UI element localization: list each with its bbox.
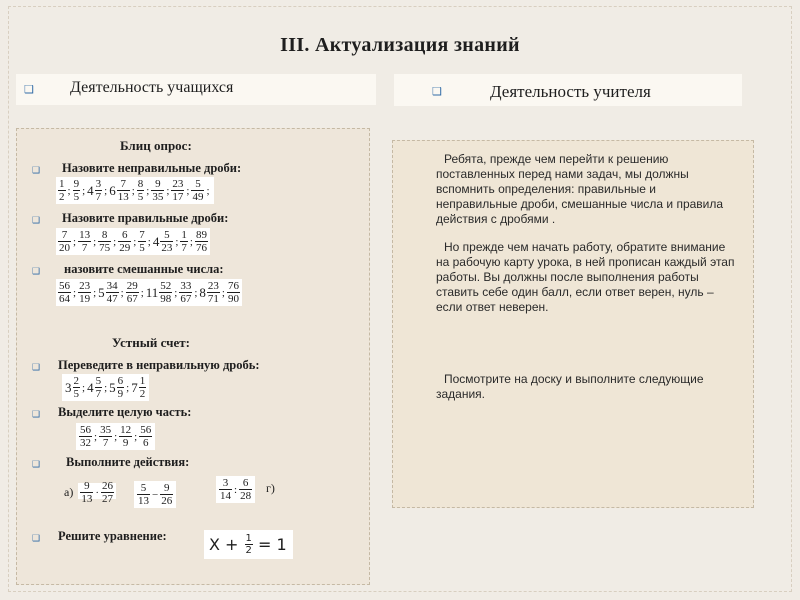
- separator: ;: [186, 184, 190, 197]
- fraction-row-mixed: [56, 279, 242, 306]
- fraction: [145, 280, 180, 305]
- separator: ;: [174, 286, 178, 299]
- operation-a-label: а): [64, 485, 74, 499]
- fraction-numerator: 3: [219, 477, 232, 490]
- fraction-denominator: 7: [95, 191, 102, 203]
- bullet-icon: ❑: [32, 409, 41, 419]
- fraction: [98, 280, 126, 305]
- bullet-icon: ❑: [32, 362, 41, 372]
- fraction-numerator: 3: [95, 178, 102, 190]
- fraction-denominator: 67: [126, 293, 138, 305]
- fraction-denominator: 7: [181, 242, 187, 254]
- fraction: [65, 375, 87, 400]
- fraction-row-improper: [56, 177, 214, 204]
- operation-g-label: г): [266, 481, 275, 495]
- fraction-numerator: 56: [59, 280, 70, 292]
- fraction: [109, 375, 131, 400]
- fraction: [137, 178, 152, 203]
- separator: ;: [113, 235, 117, 248]
- separator: ;: [189, 235, 193, 248]
- students-header: [16, 74, 376, 105]
- fraction-denominator: 14: [220, 490, 231, 502]
- fraction-denominator: 75: [99, 242, 111, 254]
- fraction-numerator: 52: [160, 280, 172, 292]
- fraction: [101, 480, 114, 505]
- separator: ;: [82, 381, 86, 394]
- fraction-denominator: 27: [102, 493, 113, 505]
- separator: ;: [94, 430, 98, 443]
- fraction-numerator: 23: [79, 280, 91, 292]
- fraction-numerator: 5: [137, 482, 150, 495]
- fraction: [58, 178, 73, 203]
- fraction-denominator: 32: [80, 437, 91, 449]
- question-mixed: назовите смешанные числа:: [64, 262, 224, 276]
- fraction-numerator: 6: [118, 229, 131, 242]
- fraction-denominator: 64: [59, 293, 70, 305]
- fraction: [87, 178, 109, 203]
- fraction-numerator: 7: [117, 178, 130, 191]
- separator: ·: [95, 486, 99, 499]
- operation-a-expression: [78, 480, 116, 505]
- separator: ;: [73, 235, 77, 248]
- fraction: [58, 229, 78, 254]
- fraction-denominator: 13: [81, 493, 93, 505]
- separator: ;: [82, 184, 86, 197]
- fraction: [152, 229, 181, 254]
- fraction-whole: 4: [87, 182, 94, 198]
- fraction-whole: 11: [145, 284, 159, 300]
- separator: ;: [104, 184, 108, 197]
- students-header-label: Деятельность учащихся: [70, 79, 234, 96]
- fraction-denominator: 2: [139, 388, 146, 400]
- operation-a: [62, 480, 116, 505]
- fraction-numerator: 29: [126, 280, 138, 292]
- fraction-denominator: 9: [122, 437, 129, 449]
- fraction-denominator: 28: [240, 490, 252, 502]
- fraction: [171, 178, 191, 203]
- teacher-paragraph-2: Но прежде чем начать работу, обратите внимание на рабочую карту урока, в ней прописан каждый этап работы. Вы должны после выполнения работы ставить себе один балл, если ответ верен, нуль – если ответ неверен.: [436, 240, 735, 314]
- fraction-whole: 5: [109, 379, 116, 395]
- fraction: [239, 477, 252, 502]
- fraction-denominator: 20: [59, 242, 70, 254]
- separator: ;: [120, 286, 124, 299]
- fraction-denominator: 98: [160, 293, 172, 305]
- fraction-denominator: 35: [152, 191, 164, 203]
- fraction-numerator: 12: [120, 424, 132, 436]
- question-operations: Выполните действия:: [66, 455, 190, 469]
- question-equation: Решите уравнение:: [58, 529, 167, 543]
- fraction-denominator: 29: [119, 242, 131, 254]
- fraction-numerator: 13: [79, 229, 91, 241]
- fraction: [79, 424, 99, 449]
- teacher-header: [394, 74, 742, 106]
- fraction: [73, 178, 88, 203]
- equation-right: = 1: [258, 535, 287, 554]
- fraction-whole: 6: [109, 182, 116, 198]
- fraction-numerator: 1: [181, 229, 187, 241]
- fraction-numerator: 76: [227, 280, 239, 292]
- teacher-paragraph-1: Ребята, прежде чем перейти к решению поставленных перед нами задач, мы должны вспомнить определения: правильные и неправильные дроби, смешанные числа и правила действия с дробями .: [436, 152, 724, 226]
- fraction-denominator: 7: [102, 437, 109, 449]
- fraction: [99, 424, 119, 449]
- separator: ;: [93, 286, 97, 299]
- fraction: [118, 229, 138, 254]
- fraction-numerator: 1: [59, 178, 65, 190]
- fraction: [119, 424, 139, 449]
- separator: ;: [175, 235, 179, 248]
- separator: ;: [114, 430, 118, 443]
- question-convert: Переведите в неправильную дробь:: [58, 358, 260, 372]
- fraction-numerator: 8: [98, 229, 111, 242]
- separator: ;: [67, 184, 71, 197]
- blitz-title: Блиц опрос:: [120, 138, 192, 153]
- operation-b-expression: [134, 481, 176, 508]
- fraction-denominator: 76: [195, 242, 207, 254]
- fraction-denominator: 9: [117, 388, 124, 400]
- separator: ;: [104, 381, 108, 394]
- teacher-header-label: Деятельность учителя: [490, 82, 651, 101]
- oral-title: Устный счет:: [112, 335, 190, 350]
- question-proper: Назовите правильные дроби:: [62, 211, 229, 225]
- fraction-denominator: 5: [73, 191, 80, 203]
- fraction: [179, 280, 199, 305]
- bullet-icon: ❑: [32, 266, 41, 276]
- fraction-denominator: 19: [79, 293, 91, 305]
- separator: ;: [206, 184, 210, 197]
- fraction: [131, 375, 146, 400]
- separator: ;: [134, 430, 138, 443]
- separator: ;: [140, 286, 144, 299]
- fraction-whole: 4: [87, 379, 94, 395]
- bullet-icon: ❑: [32, 165, 41, 175]
- fraction-numerator: 6: [239, 477, 252, 490]
- separator: ;: [221, 286, 225, 299]
- fraction-whole: 7: [131, 379, 138, 395]
- fraction-numerator: 1: [139, 375, 146, 387]
- fraction-numerator: 33: [180, 280, 192, 292]
- fraction-numerator: 56: [80, 424, 91, 436]
- operation-c-expression: [216, 476, 255, 503]
- separator: ;: [133, 235, 137, 248]
- separator: ;: [147, 235, 151, 248]
- fraction-row-proper: [56, 228, 210, 255]
- fraction-numerator: 9: [73, 178, 80, 190]
- fraction-denominator: 71: [207, 293, 219, 305]
- fraction-denominator: 6: [142, 437, 149, 449]
- fraction-numerator: 9: [151, 178, 164, 191]
- fraction-numerator: 2: [73, 375, 79, 387]
- fraction-denominator: 13: [117, 191, 129, 203]
- fraction: [98, 229, 118, 254]
- fraction-denominator: 23: [161, 242, 173, 254]
- separator: :: [234, 483, 238, 496]
- separator: ;: [93, 235, 97, 248]
- fraction-denominator: 2: [59, 191, 65, 203]
- fraction-denominator: 26: [161, 495, 173, 507]
- fraction: [151, 178, 171, 203]
- separator: ;: [73, 286, 77, 299]
- question-improper: Назовите неправильные дроби:: [62, 161, 242, 175]
- separator: −: [152, 488, 159, 501]
- fraction-denominator: 47: [106, 293, 118, 305]
- fraction: [195, 229, 208, 254]
- fraction-numerator: 7: [139, 229, 145, 241]
- fraction: [139, 424, 152, 449]
- fraction: [80, 480, 101, 505]
- fraction: [180, 229, 195, 254]
- fraction-numerator: 5: [191, 178, 204, 191]
- fraction-denominator: 5: [73, 388, 79, 400]
- equation-left: X +: [209, 535, 239, 554]
- fraction-numerator: 7: [58, 229, 71, 242]
- slide-title: III. Актуализация знаний: [280, 34, 520, 56]
- bullet-icon: ❑: [32, 533, 41, 543]
- fraction-denominator: 5: [139, 242, 145, 254]
- equation-fraction: $\frac{1}{2}$: [245, 533, 252, 556]
- fraction-numerator: 6: [117, 375, 124, 387]
- fraction-numerator: 56: [140, 424, 152, 436]
- fraction-numerator: 9: [80, 480, 93, 493]
- fraction-numerator: 23: [172, 178, 184, 190]
- fraction: [109, 178, 137, 203]
- fraction: [160, 482, 173, 507]
- separator: ;: [166, 184, 170, 197]
- fraction: [87, 375, 109, 400]
- fraction-numerator: 26: [102, 480, 113, 492]
- bullet-icon: ❑: [432, 86, 442, 98]
- fraction-denominator: 5: [137, 191, 144, 203]
- fraction-numerator: 8: [137, 178, 144, 190]
- fraction-row-convert: [62, 374, 149, 401]
- fraction-whole: 5: [98, 284, 105, 300]
- fraction-numerator: 89: [195, 229, 207, 241]
- fraction: [137, 482, 160, 507]
- fraction-numerator: 23: [207, 280, 219, 292]
- equation: [204, 530, 293, 559]
- fraction: [227, 280, 240, 305]
- fraction: [219, 477, 239, 502]
- separator: ;: [146, 184, 150, 197]
- fraction-row-whole-part: [76, 423, 155, 450]
- fraction: [191, 178, 211, 203]
- fraction-whole: 8: [199, 284, 206, 300]
- fraction: [78, 229, 98, 254]
- fraction: [199, 280, 227, 305]
- fraction-numerator: 34: [106, 280, 118, 292]
- fraction-numerator: 5: [95, 375, 102, 387]
- bullet-icon: ❑: [32, 215, 41, 225]
- fraction: [78, 280, 98, 305]
- fraction: [58, 280, 78, 305]
- teacher-paragraph-3: Посмотрите на доску и выполните следующие задания.: [436, 372, 704, 401]
- fraction: [138, 229, 153, 254]
- separator: ;: [126, 381, 130, 394]
- fraction-denominator: 90: [227, 293, 239, 305]
- fraction: [126, 280, 146, 305]
- fraction-numerator: 5: [160, 229, 173, 242]
- fraction-numerator: 35: [100, 424, 112, 436]
- fraction-denominator: 17: [172, 191, 184, 203]
- separator: ;: [194, 286, 198, 299]
- separator: ;: [131, 184, 135, 197]
- fraction-denominator: 7: [81, 242, 88, 254]
- fraction-whole: 3: [65, 379, 72, 395]
- fraction-numerator: 9: [160, 482, 173, 495]
- fraction-denominator: 67: [180, 293, 192, 305]
- bullet-icon: ❑: [24, 84, 34, 96]
- fraction-whole: 4: [152, 233, 160, 249]
- question-whole-part: Выделите целую часть:: [58, 405, 192, 419]
- fraction-denominator: 7: [95, 388, 102, 400]
- fraction-denominator: 13: [138, 495, 149, 507]
- bullet-icon: ❑: [32, 459, 41, 469]
- fraction-denominator: 49: [192, 191, 204, 203]
